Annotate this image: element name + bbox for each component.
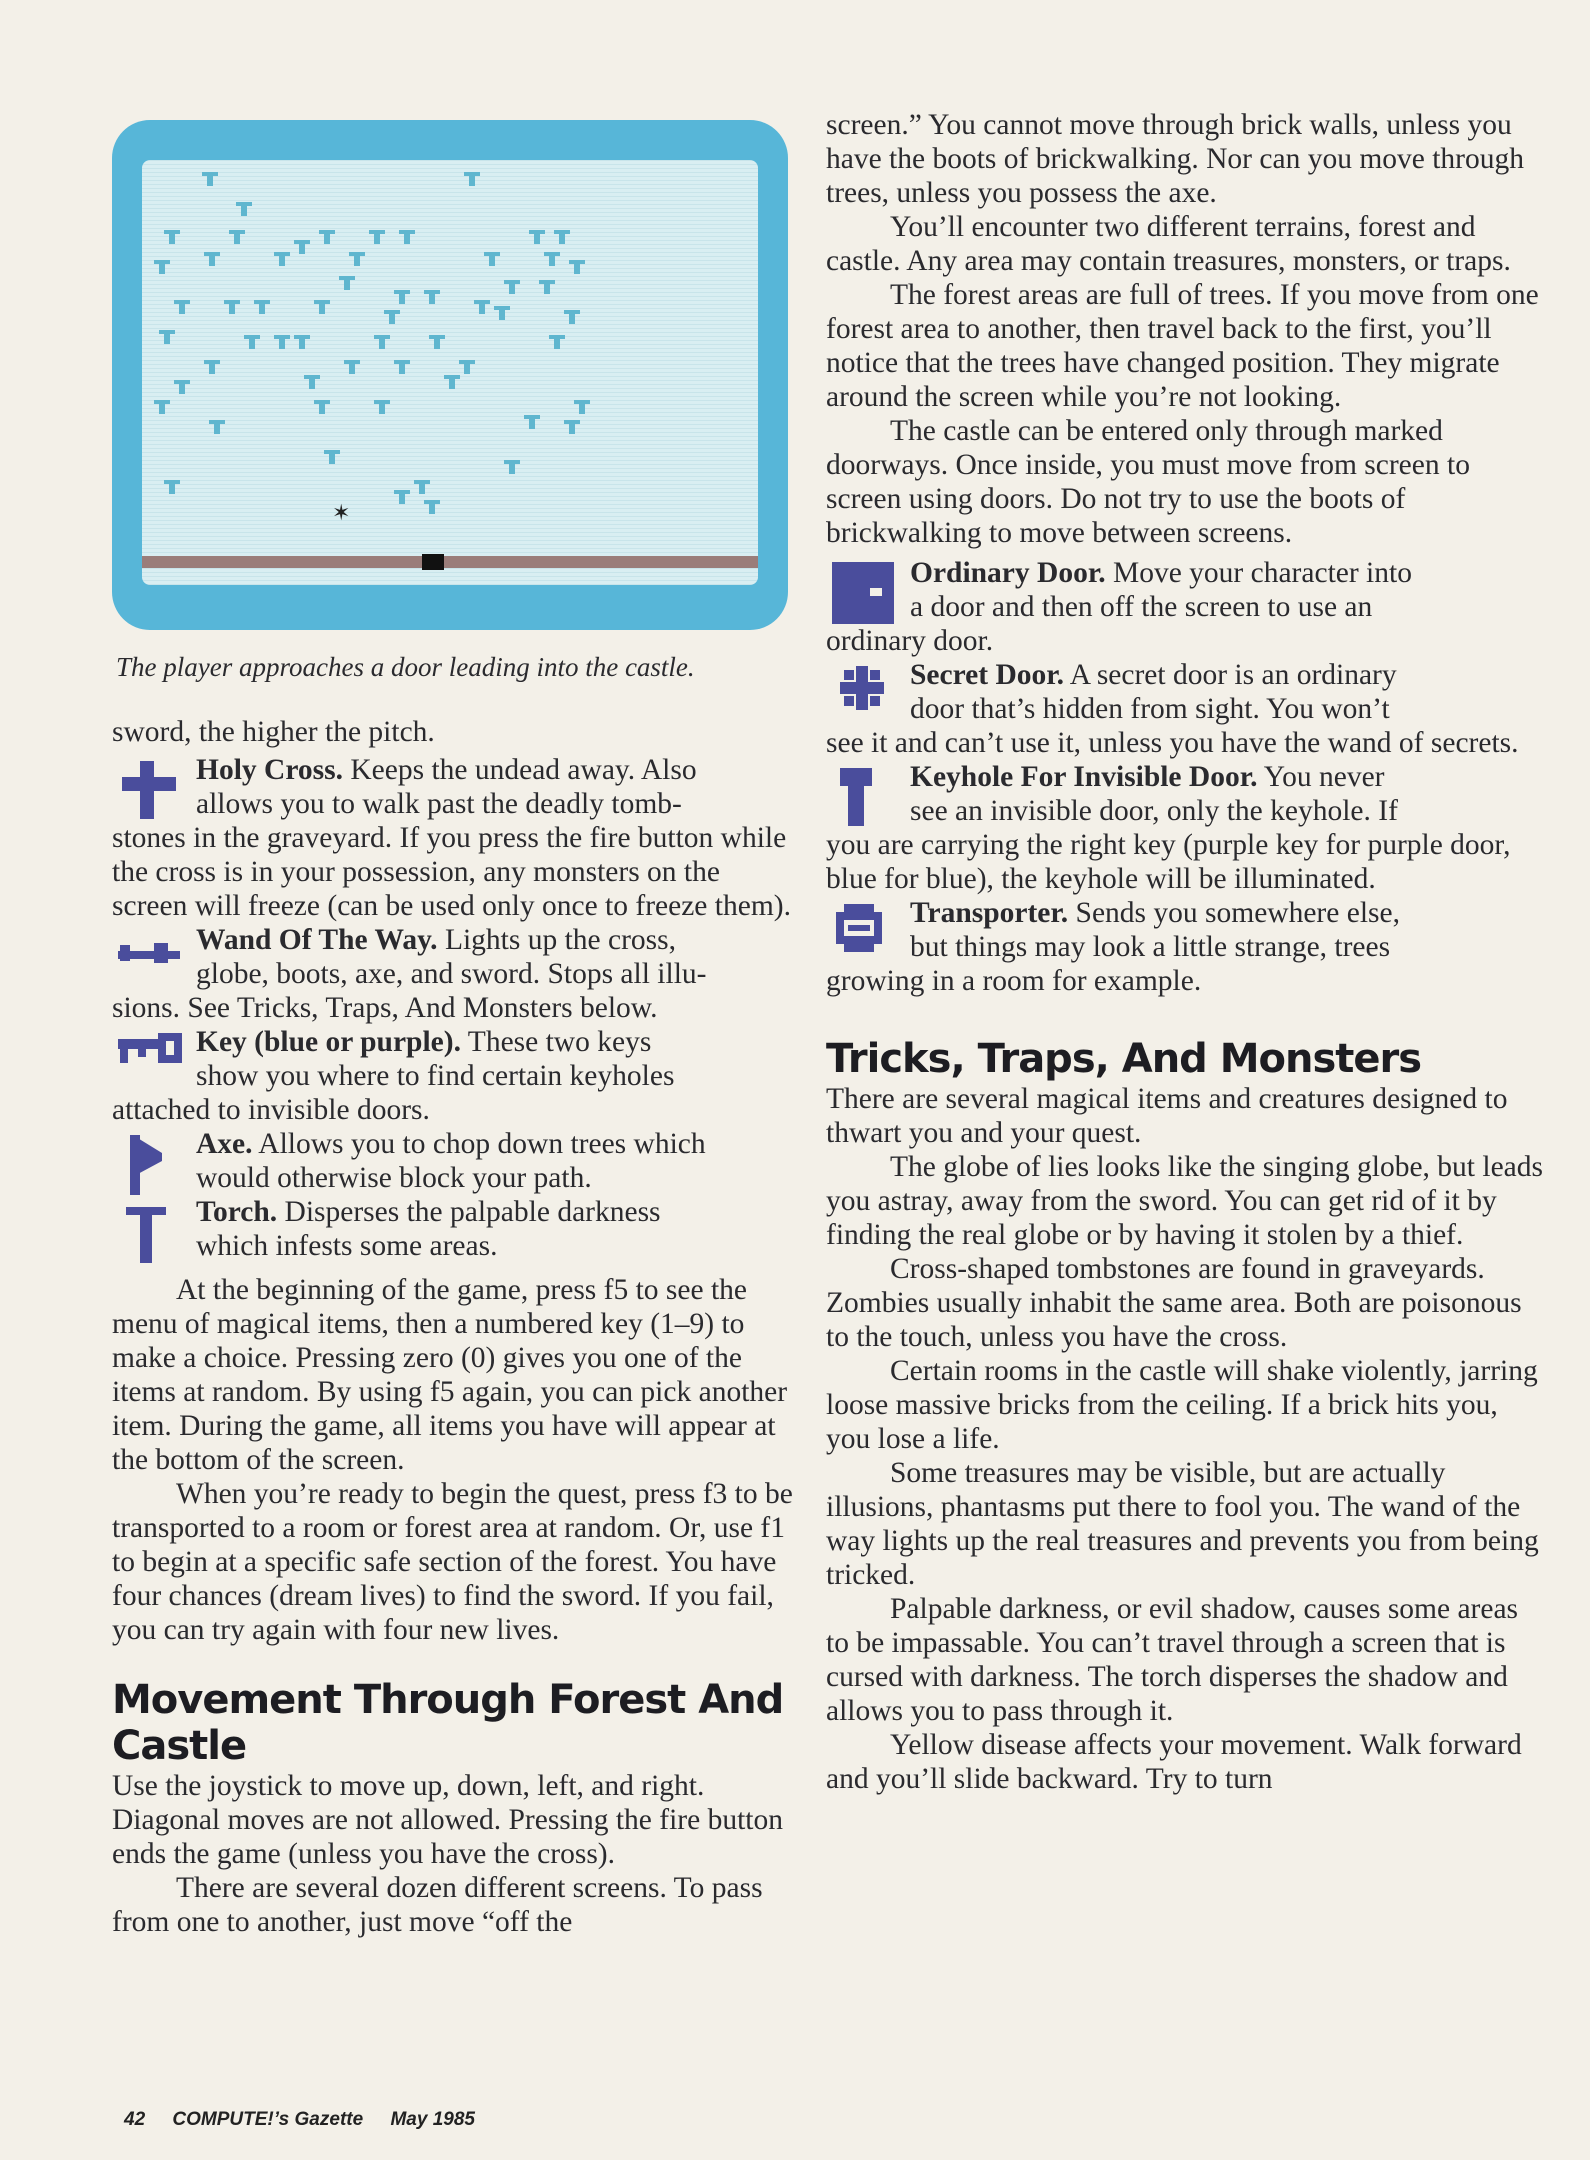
item-desc: a door and then off the screen to use an xyxy=(910,591,1373,623)
paragraph-joystick: Use the joystick to move up, down, left, and right. Diagonal moves are not allowed. Pressing the fire button ends the game (unless you have the cross). xyxy=(112,1770,783,1870)
heading-tricks: Tricks, Traps, And Monsters xyxy=(826,1036,1422,1082)
item-desc: Allows you to chop down trees which xyxy=(252,1128,706,1160)
paragraph-forest: The forest areas are full of trees. If you move from one forest area to another, then travel back to the first, you’ll notice that the trees have changed position. They migrate around the screen while you’re not looking. xyxy=(826,279,1539,413)
tree-icon xyxy=(424,500,440,514)
tree-icon xyxy=(174,300,190,314)
item-desc: allows you to walk past the deadly tomb- xyxy=(196,788,682,820)
tree-icon xyxy=(549,335,565,349)
item-ordinary-door xyxy=(826,556,1546,658)
item-name: Keyhole For Invisible Door. xyxy=(910,761,1258,793)
tree-icon xyxy=(159,330,175,344)
item-desc: Sends you somewhere else, xyxy=(1068,897,1400,929)
tree-icon xyxy=(304,375,320,389)
tree-icon xyxy=(464,172,480,186)
castle-door xyxy=(422,554,444,570)
tree-icon xyxy=(154,400,170,414)
issue-date: May 1985 xyxy=(390,2109,475,2130)
item-desc: would otherwise block your path. xyxy=(196,1162,592,1194)
tree-icon xyxy=(399,230,415,244)
tree-icon xyxy=(202,172,218,186)
tree-icon xyxy=(324,450,340,464)
key-icon xyxy=(116,1029,182,1095)
tree-icon xyxy=(504,280,520,294)
tree-icon xyxy=(494,306,510,320)
tree-icon xyxy=(174,380,190,394)
heading-movement: Movement Through Forest And Castle xyxy=(112,1677,784,1769)
item-name: Ordinary Door. xyxy=(910,557,1106,589)
tree-icon xyxy=(294,240,310,254)
item-desc: show you where to find certain keyholes xyxy=(196,1060,675,1092)
paragraph-castle: The castle can be entered only through marked doorways. Once inside, you must move from screen to screen using doors. Do not try to use the boots of brickwalking to move between screens. xyxy=(826,415,1470,549)
tree-icon xyxy=(236,202,252,216)
paragraph-sword-tail: sword, the higher the pitch. xyxy=(112,716,435,748)
tree-icon xyxy=(384,310,400,324)
paragraph-darkness: Palpable darkness, or evil shadow, causes some areas to be impassable. You can’t travel through a screen that is cursed with darkness. The torch disperses the shadow and allows you to pass through it. xyxy=(826,1593,1519,1727)
tree-icon xyxy=(564,310,580,324)
tree-icon xyxy=(224,300,240,314)
tree-icon xyxy=(484,252,500,266)
paragraph-yellow: Yellow disease affects your movement. Walk forward and you’ll slide backward. Try to turn xyxy=(826,1729,1522,1795)
item-desc: Lights up the cross, xyxy=(437,924,676,956)
page-number: 42 xyxy=(124,2109,146,2130)
tree-icon xyxy=(209,420,225,434)
tree-icon xyxy=(444,375,460,389)
tree-icon xyxy=(539,280,555,294)
item-torch xyxy=(112,1195,797,1263)
game-screenshot xyxy=(112,120,788,630)
item-desc: globe, boots, axe, and sword. Stops all illu- xyxy=(196,958,707,990)
tree-icon xyxy=(374,400,390,414)
tree-icon xyxy=(274,335,290,349)
item-desc: door that’s hidden from sight. You won’t xyxy=(910,693,1390,725)
tree-icon xyxy=(574,400,590,414)
item-desc: see an invisible door, only the keyhole. If xyxy=(910,795,1398,827)
paragraph-globe: The globe of lies looks like the singing globe, but leads you astray, away from the sword. You can get rid of it by finding the real globe or by having it stolen by a thief. xyxy=(826,1151,1543,1251)
tree-icon xyxy=(154,260,170,274)
tree-icon xyxy=(529,230,545,244)
tree-icon xyxy=(504,460,520,474)
transporter-icon xyxy=(830,900,896,966)
tree-icon xyxy=(394,290,410,304)
item-desc: These two keys xyxy=(460,1026,652,1058)
torch-icon xyxy=(116,1199,182,1265)
tree-icon xyxy=(204,252,220,266)
item-desc: attached to invisible doors. xyxy=(112,1094,430,1126)
paragraph-treasures: Some treasures may be visible, but are actually illusions, phantasms put there to fool you. The wand of the way lights up the real treasures and prevents you from being tricked. xyxy=(826,1457,1539,1591)
item-axe xyxy=(112,1127,797,1195)
tree-icon xyxy=(374,335,390,349)
item-name: Key (blue or purple). xyxy=(196,1026,461,1058)
tree-icon xyxy=(339,276,355,290)
item-desc: growing in a room for example. xyxy=(826,965,1202,997)
item-desc: Disperses the palpable darkness xyxy=(277,1196,661,1228)
tree-icon xyxy=(314,400,330,414)
tree-icon xyxy=(424,290,440,304)
paragraph-ready: When you’re ready to begin the quest, press f3 to be transported to a room or forest area at random. Or, use f1 to begin at a specific safe section of the forest. You have four chances (dream lives) to find the sword. If you fail, you can try again with four new lives. xyxy=(112,1478,793,1646)
tree-icon xyxy=(564,420,580,434)
forest-scene xyxy=(142,160,758,585)
tree-icon xyxy=(244,335,260,349)
item-desc: you are carrying the right key (purple key for purple door, blue for blue), the keyhole will be illuminated. xyxy=(826,829,1511,895)
item-transporter xyxy=(826,896,1546,998)
magazine-name: COMPUTE!’s Gazette xyxy=(172,2109,364,2130)
paragraph-magical: There are several magical items and creatures designed to thwart you and your quest. xyxy=(826,1083,1508,1149)
tree-icon xyxy=(569,260,585,274)
figure-caption: The player approaches a door leading into the castle. xyxy=(116,652,695,682)
item-desc: but things may look a little strange, trees xyxy=(910,931,1391,963)
tree-icon xyxy=(344,360,360,374)
item-desc: A secret door is an ordinary xyxy=(1064,659,1397,691)
item-key xyxy=(112,1025,797,1127)
item-holy-cross xyxy=(112,753,797,923)
tree-icon xyxy=(414,480,430,494)
tree-icon xyxy=(554,230,570,244)
player-sprite: ✶ xyxy=(332,501,351,526)
wand-icon xyxy=(116,927,182,993)
tree-icon xyxy=(319,230,335,244)
tree-icon xyxy=(294,335,310,349)
item-desc: sions. See Tricks, Traps, And Monsters below. xyxy=(112,992,658,1024)
tree-icon xyxy=(349,252,365,266)
secret-door-icon xyxy=(830,662,896,728)
tree-icon xyxy=(164,230,180,244)
paragraph-screens: There are several dozen different screens. To pass from one to another, just move “off the xyxy=(112,1872,763,1938)
game-playfield xyxy=(142,160,758,585)
tree-icon xyxy=(229,230,245,244)
tree-icon xyxy=(204,360,220,374)
right-column xyxy=(826,108,1546,1796)
tree-icon xyxy=(274,252,290,266)
item-desc: You never xyxy=(1257,761,1385,793)
tree-icon xyxy=(254,300,270,314)
tree-icon xyxy=(314,300,330,314)
item-name: Holy Cross. xyxy=(196,754,343,786)
tree-icon xyxy=(474,300,490,314)
item-name: Wand Of The Way. xyxy=(196,924,438,956)
item-desc: ordinary door. xyxy=(826,625,994,657)
item-name: Transporter. xyxy=(910,897,1069,929)
item-desc: see it and can’t use it, unless you have the wand of secrets. xyxy=(826,727,1519,759)
paragraph-continued: screen.” You cannot move through brick walls, unless you have the boots of brickwalking. Nor can you move through trees, unless you possess the axe. xyxy=(826,109,1525,209)
item-name: Secret Door. xyxy=(910,659,1065,691)
keyhole-icon xyxy=(830,764,896,830)
item-wand xyxy=(112,923,797,1025)
item-name: Axe. xyxy=(196,1128,253,1160)
item-desc: Keeps the undead away. Also xyxy=(342,754,697,786)
tree-icon xyxy=(394,490,410,504)
tree-icon xyxy=(524,415,540,429)
item-desc: stones in the graveyard. If you press the fire button while the cross is in your possession, any monsters on the screen will freeze (can be used only once to freeze them). xyxy=(112,822,791,922)
item-name: Torch. xyxy=(196,1196,278,1228)
left-column xyxy=(112,715,797,1939)
paragraph-rooms: Certain rooms in the castle will shake violently, jarring loose massive bricks from the ceiling. If a brick hits you, you lose a life. xyxy=(826,1355,1538,1455)
tree-icon xyxy=(429,335,445,349)
tree-icon xyxy=(164,480,180,494)
item-desc: Move your character into xyxy=(1105,557,1412,589)
tree-icon xyxy=(369,230,385,244)
tree-icon xyxy=(544,252,560,266)
item-keyhole xyxy=(826,760,1546,896)
brick-wall xyxy=(142,556,758,568)
paragraph-terrains: You’ll encounter two different terrains, forest and castle. Any area may contain treasures, monsters, or traps. xyxy=(826,211,1511,277)
tree-icon xyxy=(394,360,410,374)
holy-cross-icon xyxy=(116,757,182,823)
paragraph-tombstones: Cross-shaped tombstones are found in graveyards. Zombies usually inhabit the same area. Both are poisonous to the touch, unless you have the cross. xyxy=(826,1253,1522,1353)
item-desc: which infests some areas. xyxy=(196,1230,498,1262)
ordinary-door-icon xyxy=(830,560,896,626)
item-secret-door xyxy=(826,658,1546,760)
paragraph-start: At the beginning of the game, press f5 to see the menu of magical items, then a numbered key (1–9) to make a choice. Pressing zero (0) gives you one of the items at random. By using f5 again, you can pick another item. During the game, all items you have will appear at the bottom of the screen. xyxy=(112,1274,788,1476)
page-footer xyxy=(124,2109,497,2131)
axe-icon xyxy=(116,1131,182,1197)
tree-icon xyxy=(459,360,475,374)
